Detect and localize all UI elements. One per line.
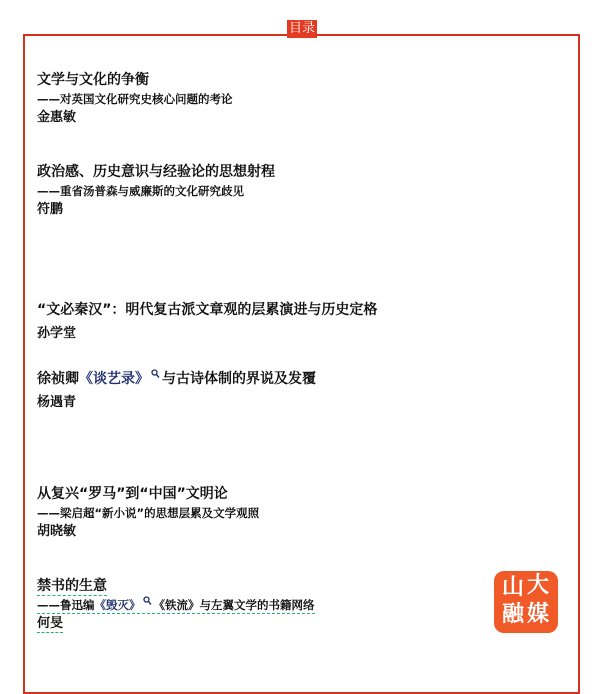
toc-entry [37,162,275,220]
book-link-huimie[interactable]: 《毁灭》 [94,598,141,612]
entry-title[interactable]: 文学与文化的争衡 [37,72,149,88]
toc-entry [37,70,233,128]
search-icon[interactable] [143,596,152,606]
logo-char: 大 [527,573,550,598]
entry-subtitle-text: ——鲁迅编《毁灭》 《铁流》与左翼文学的书籍网络 [37,598,315,612]
entry-title-part: 徐祯卿 [37,371,79,387]
entry-author: 金惠敏 [37,110,77,125]
logo-char: 媒 [527,602,550,627]
entry-author: 何旻 [37,616,64,631]
toc-entry [37,300,377,344]
toc-entry [37,369,316,413]
entry-title[interactable]: “文必秦汉”：明代复古派文章观的层累演进与历史定格 [37,302,378,318]
search-icon[interactable] [151,369,160,379]
toc-header: 目录 [289,21,316,36]
shandarongmei-logo [494,571,558,633]
entry-subtitle: ——重省汤普森与威廉斯的文化研究歧见 [37,184,244,198]
entry-title[interactable]: 禁书的生意 [37,578,107,594]
logo-char: 融 [502,602,525,627]
entry-title [37,369,316,389]
entry-author: 孙学堂 [37,326,77,341]
entry-author: 杨遇青 [37,395,77,410]
logo-char: 山 [502,575,525,600]
entry-title-part: 与古诗体制的界说及发覆 [162,371,316,387]
book-link-tanyilu[interactable]: 《谈艺录》 [79,371,149,387]
entry-subtitle: ——对英国文化研究史核心问题的考论 [37,92,233,106]
toc-entry [37,484,259,542]
entry-subtitle [37,596,315,614]
entry-author: 胡晓敏 [37,524,77,539]
entry-title[interactable]: 政治感、历史意识与经验论的思想射程 [37,164,275,180]
entry-subtitle: ——梁启超“新小说”的思想层累及文学观照 [37,506,260,520]
toc-entry [37,576,315,634]
entry-title[interactable]: 从复兴“罗马”到“中国”文明论 [37,486,228,502]
entry-author: 符鹏 [37,202,64,217]
